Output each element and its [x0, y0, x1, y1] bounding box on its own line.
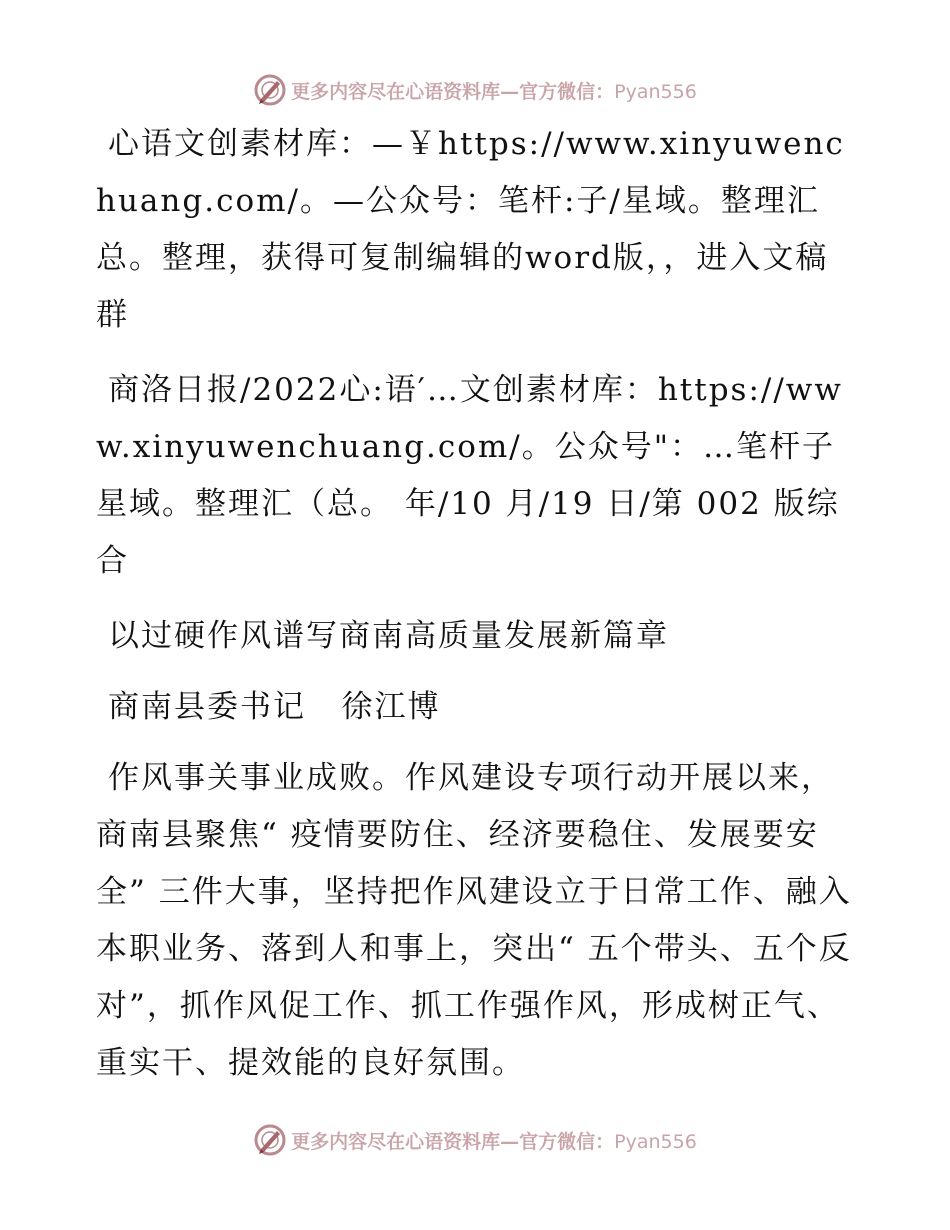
pen-circle-logo-icon	[253, 73, 287, 107]
publication-info-paragraph: 商洛日报/2022心:语′…文创素材库：https://www.xinyuwenchuang.com/。公众号"：…笔杆子星域。整理汇（总。 年/10 月/19 日/第 002 版综合	[96, 372, 843, 579]
header-watermark-banner	[0, 70, 950, 110]
document-body	[96, 116, 856, 1110]
source-note-paragraph: 心语文创素材库：—￥https://www.xinyuwenchuang.com/。—公众号：笔杆:子/星域。整理汇总。整理，获得可复制编辑的word版，，进入文稿群	[96, 126, 845, 333]
banner-text: 更多内容尽在心语资料库—官方微信：Pyan556	[291, 80, 697, 103]
footer-watermark-banner	[0, 1120, 950, 1160]
article-author: 商南县委书记 徐江博	[108, 689, 441, 725]
pen-circle-logo-icon	[253, 1123, 287, 1157]
article-title: 以过硬作风谱写商南高质量发展新篇章	[108, 618, 669, 654]
wechat-id: Pyan556	[614, 1130, 697, 1153]
banner-text: 更多内容尽在心语资料库—官方微信：Pyan556	[291, 1130, 697, 1153]
wechat-id: Pyan556	[614, 80, 697, 103]
body-paragraph: 作风事关事业成败。作风建设专项行动开展以来，商南县聚焦“ 疫情要防住、经济要稳住、发展要安全” 三件大事，坚持把作风建设立于日常工作、融入本职业务、落到人和事上，突出“ 五个带头、五个反对”，抓作风促工作、抓工作强作风，形成树正气、重实干、提效能的良好氛围。	[96, 760, 852, 1081]
